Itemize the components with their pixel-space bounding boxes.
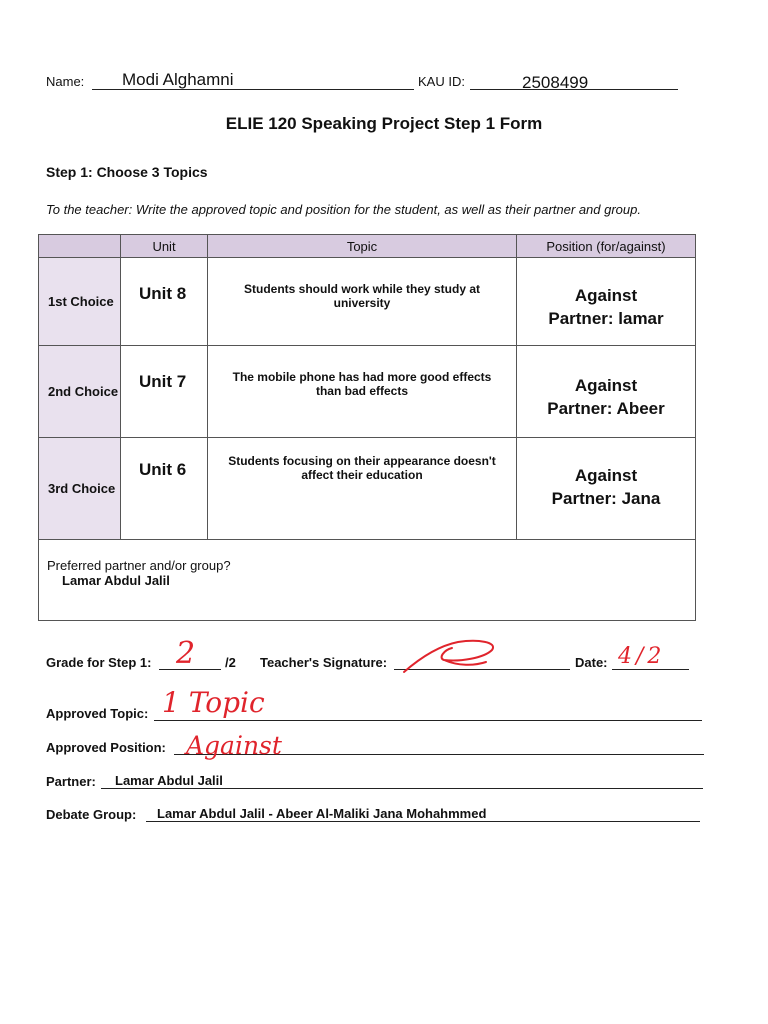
- topics-table: [38, 234, 696, 621]
- kau-id-value: 2508499: [522, 73, 589, 92]
- table-row: [39, 438, 696, 540]
- position-cell: [517, 258, 696, 346]
- position-value: Against: [574, 376, 638, 395]
- position-cell: [517, 346, 696, 438]
- partner-underline: [101, 788, 703, 789]
- table-row: [39, 258, 696, 346]
- name-label: Name:: [46, 74, 85, 89]
- approved-position-handwritten: Against: [186, 731, 282, 760]
- date-underline: [612, 669, 689, 670]
- unit-cell: Unit 7: [121, 346, 208, 438]
- preferred-cell: [39, 540, 696, 621]
- debate-group-underline: [146, 821, 700, 822]
- debate-group-label: Debate Group:: [46, 807, 137, 822]
- partner-value: Lamar Abdul Jalil: [115, 773, 223, 788]
- topic-cell: Students focusing on their appearance doesn't affect their education: [208, 438, 517, 540]
- choice-label: 2nd Choice: [39, 346, 121, 438]
- step1-instruction: To the teacher: Write the approved topic and position for the student, as well as their partner and group.: [46, 202, 641, 217]
- table-header-row: [39, 235, 696, 258]
- header-unit: Unit: [121, 235, 208, 258]
- signature-scribble: [398, 636, 506, 678]
- unit-cell: Unit 6: [121, 438, 208, 540]
- approved-topic-handwritten: 1 Topic: [162, 686, 265, 719]
- unit-cell: Unit 8: [121, 258, 208, 346]
- partner-label: Partner:: [46, 774, 96, 789]
- debate-group-value: Lamar Abdul Jalil - Abeer Al-Maliki Jana Mohahmmed: [157, 806, 487, 821]
- topic-cell: Students should work while they study at university: [208, 258, 517, 346]
- partner-value: Partner: Abeer: [547, 399, 665, 418]
- preferred-label: Preferred partner and/or group?: [47, 558, 231, 573]
- approved-topic-label: Approved Topic:: [46, 706, 149, 721]
- header-position: Position (for/against): [517, 235, 696, 258]
- partner-value: Partner: Jana: [551, 489, 661, 508]
- date-handwritten: 4/2: [618, 644, 666, 669]
- step1-heading: Step 1: Choose 3 Topics: [46, 164, 208, 180]
- header-blank: [39, 235, 121, 258]
- page-title: ELIE 120 Speaking Project Step 1 Form: [225, 114, 543, 133]
- choice-label: 1st Choice: [39, 258, 121, 346]
- kau-id-label: KAU ID:: [418, 74, 465, 89]
- position-cell: [517, 438, 696, 540]
- partner-value: Partner: lamar: [548, 309, 664, 328]
- date-label: Date:: [575, 655, 608, 670]
- position-value: Against: [574, 466, 638, 485]
- grade-total: /2: [225, 655, 236, 670]
- approved-topic-underline: [154, 720, 702, 721]
- table-row: [39, 346, 696, 438]
- name-value: Modi Alghamni: [122, 70, 234, 89]
- grade-label: Grade for Step 1:: [46, 655, 152, 670]
- topic-cell: The mobile phone has had more good effects than bad effects: [208, 346, 517, 438]
- signature-label: Teacher's Signature:: [260, 655, 388, 670]
- position-value: Against: [574, 286, 638, 305]
- grade-handwritten: 2: [176, 636, 196, 671]
- preferred-value: Lamar Abdul Jalil: [62, 573, 170, 588]
- approved-position-label: Approved Position:: [46, 740, 166, 755]
- header-topic: Topic: [208, 235, 517, 258]
- choice-label: 3rd Choice: [39, 438, 121, 540]
- preferred-row: [39, 540, 696, 621]
